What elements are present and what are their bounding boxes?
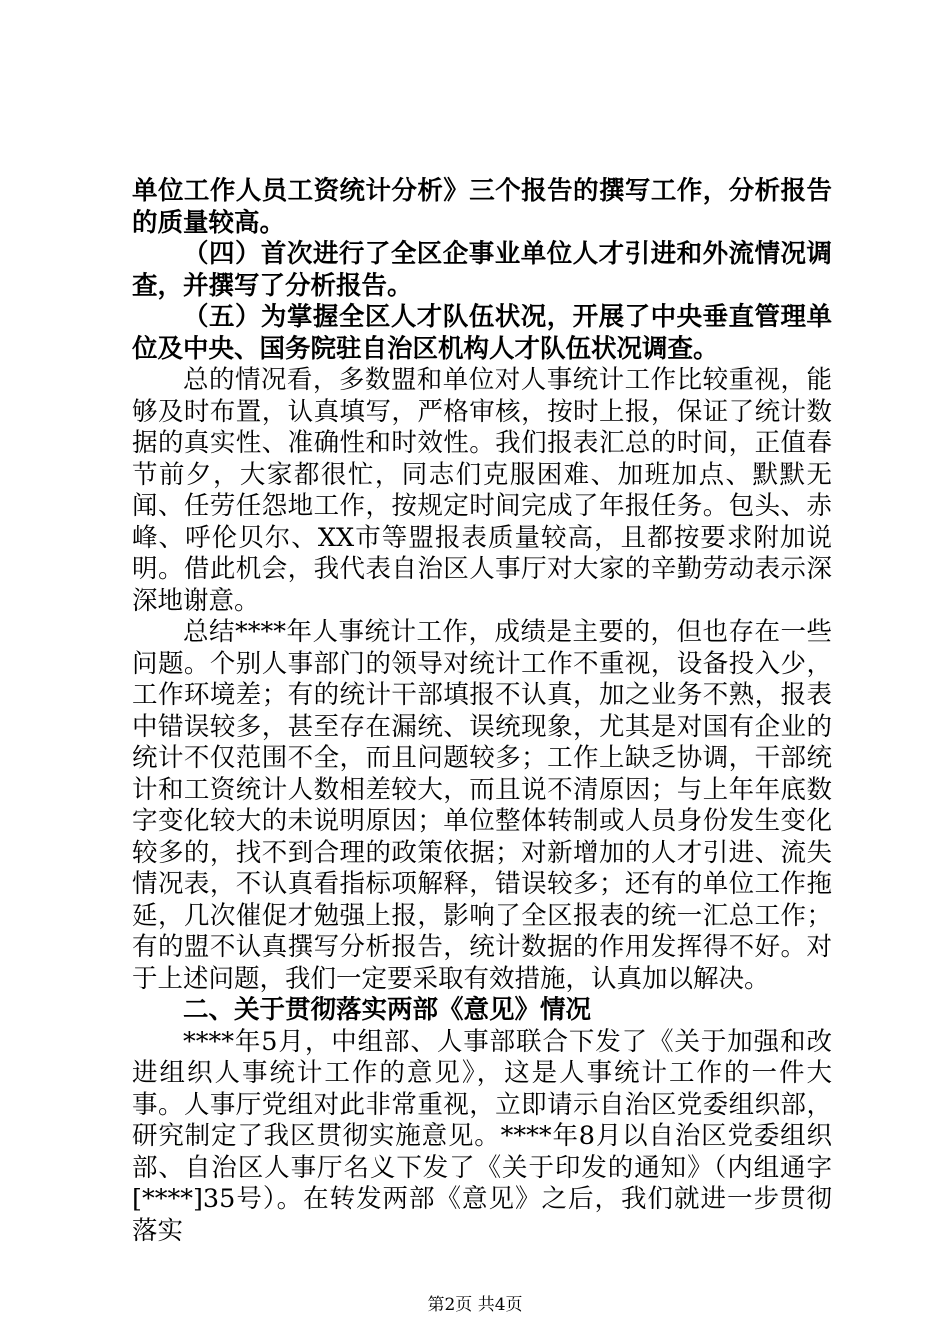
paragraph-overall-situation: 总的情况看，多数盟和单位对人事统计工作比较重视，能够及时布置，认真填写，严格审核，按时上报，保证了统计数据的真实性、准确性和时效性。我们报表汇总的时间，正值春节前夕，大家都很忙，同志们克服困难、加班加点、默默无闻、任劳任怨地工作，按规定时间完成了年报任务。包头、赤峰、呼伦贝尔、XX市等盟报表质量较高，且都按要求附加说明。借此机会，我代表自治区人事厅对大家的辛勤劳动表示深深地谢意。: [132, 365, 832, 616]
document-body: [132, 176, 832, 1247]
paragraph-item-five: （五）为掌握全区人才队伍状况，开展了中央垂直管理单位及中央、国务院驻自治区机构人才队伍状况调查。: [132, 302, 832, 364]
section-heading: 二、关于贯彻落实两部《意见》情况: [183, 995, 592, 1025]
paragraph-implementation: ****年5月，中组部、人事部联合下发了《关于加强和改进组织人事统计工作的意见》，这是人事统计工作的一件大事。人事厅党组对此非常重视，立即请示自治区党委组织部，研究制定了我区贯彻实施意见。****年8月以自治区党委组织部、自治区人事厅名义下发了《关于印发的通知》（内组通字[****]35号）。在转发两部《意见》之后，我们就进一步贯彻落实: [132, 1026, 832, 1246]
paragraph-continuation: 单位工作人员工资统计分析》三个报告的撰写工作，分析报告的质量较高。: [132, 176, 832, 238]
paragraph-problems: 总结****年人事统计工作，成绩是主要的，但也存在一些问题。个别人事部门的领导对统计工作不重视，设备投入少，工作环境差；有的统计干部填报不认真，加之业务不熟，报表中错误较多，甚至存在漏统、误统现象，尤其是对国有企业的统计不仅范围不全，而且问题较多；工作上缺乏协调，干部统计和工资统计人数相差较大，而且说不清原因；与上年年底数字变化较大的未说明原因；单位整体转制或人员身份发生变化较多的，找不到合理的政策依据；对新增加的人才引进、流失情况表，不认真看指标项解释，错误较多；还有的单位工作拖延，几次催促才勉强上报，影响了全区报表的统一汇总工作；有的盟不认真撰写分析报告，统计数据的作用发挥得不好。对于上述问题，我们一定要采取有效措施，认真加以解决。: [132, 617, 832, 994]
paragraph-item-four: （四）首次进行了全区企事业单位人才引进和外流情况调查，并撰写了分析报告。: [132, 239, 832, 301]
page-footer: 第2页 共4页: [427, 1295, 523, 1315]
